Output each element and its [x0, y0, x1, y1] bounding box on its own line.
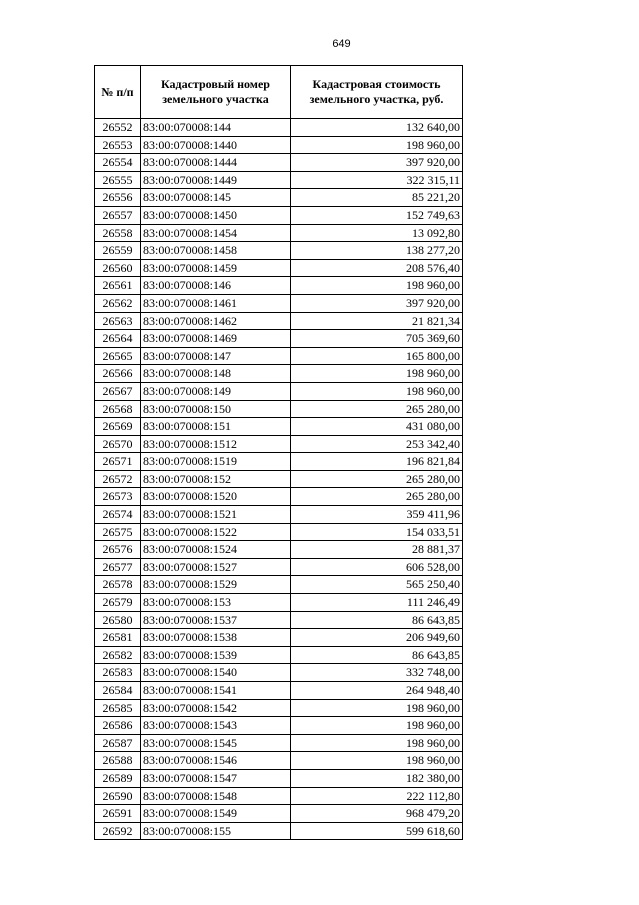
- row-number: 26592: [95, 822, 141, 840]
- cadastral-number: 83:00:070008:1542: [141, 699, 291, 717]
- cadastral-number: 83:00:070008:1541: [141, 682, 291, 700]
- row-number: 26583: [95, 664, 141, 682]
- row-number: 26572: [95, 470, 141, 488]
- table-row: [95, 541, 463, 559]
- table-row: [95, 277, 463, 295]
- cadastral-number: 83:00:070008:1543: [141, 717, 291, 735]
- table-row: [95, 664, 463, 682]
- table-row: [95, 787, 463, 805]
- row-number: 26577: [95, 558, 141, 576]
- cadastral-number: 83:00:070008:1529: [141, 576, 291, 594]
- table-row: [95, 259, 463, 277]
- cadastral-number: 83:00:070008:145: [141, 189, 291, 207]
- row-number: 26578: [95, 576, 141, 594]
- cadastral-cost: 206 949,60: [291, 629, 463, 647]
- table-row: [95, 119, 463, 137]
- cadastral-cost: 599 618,60: [291, 822, 463, 840]
- row-number: 26571: [95, 453, 141, 471]
- cadastral-cost: 154 033,51: [291, 523, 463, 541]
- row-number: 26591: [95, 805, 141, 823]
- cadastral-number: 83:00:070008:1545: [141, 734, 291, 752]
- cadastral-cost: 198 960,00: [291, 752, 463, 770]
- cadastral-number: 83:00:070008:1462: [141, 312, 291, 330]
- cadastral-cost: 198 960,00: [291, 699, 463, 717]
- cadastral-cost: 196 821,84: [291, 453, 463, 471]
- table-row: [95, 171, 463, 189]
- cadastral-cost: 322 315,11: [291, 171, 463, 189]
- row-number: 26556: [95, 189, 141, 207]
- row-number: 26558: [95, 224, 141, 242]
- cadastral-cost: 397 920,00: [291, 294, 463, 312]
- cadastral-cost: 198 960,00: [291, 365, 463, 383]
- row-number: 26590: [95, 787, 141, 805]
- cadastral-number: 83:00:070008:144: [141, 119, 291, 137]
- cadastral-cost: 222 112,80: [291, 787, 463, 805]
- row-number: 26575: [95, 523, 141, 541]
- row-number: 26553: [95, 136, 141, 154]
- row-number: 26581: [95, 629, 141, 647]
- row-number: 26580: [95, 611, 141, 629]
- cadastral-number: 83:00:070008:1522: [141, 523, 291, 541]
- cadastral-cost: 359 411,96: [291, 506, 463, 524]
- row-number: 26557: [95, 206, 141, 224]
- row-number: 26559: [95, 242, 141, 260]
- cadastral-number: 83:00:070008:1444: [141, 154, 291, 172]
- cadastral-cost: 265 280,00: [291, 470, 463, 488]
- table-row: [95, 646, 463, 664]
- cadastral-cost: 28 881,37: [291, 541, 463, 559]
- table-row: [95, 435, 463, 453]
- table-row: [95, 400, 463, 418]
- cadastral-number: 83:00:070008:155: [141, 822, 291, 840]
- cadastral-cost: 86 643,85: [291, 611, 463, 629]
- column-header-cadastral-number: Кадастровый номер земельного участка: [141, 66, 291, 119]
- row-number: 26582: [95, 646, 141, 664]
- cadastral-number: 83:00:070008:1450: [141, 206, 291, 224]
- cadastral-number: 83:00:070008:152: [141, 470, 291, 488]
- cadastral-number: 83:00:070008:1449: [141, 171, 291, 189]
- cadastral-cost: 86 643,85: [291, 646, 463, 664]
- cadastral-number: 83:00:070008:1537: [141, 611, 291, 629]
- row-number: 26576: [95, 541, 141, 559]
- table-body: [95, 119, 463, 840]
- cadastral-cost: 208 576,40: [291, 259, 463, 277]
- cadastral-number: 83:00:070008:147: [141, 347, 291, 365]
- row-number: 26570: [95, 435, 141, 453]
- row-number: 26554: [95, 154, 141, 172]
- table-row: [95, 576, 463, 594]
- cadastral-number: 83:00:070008:1524: [141, 541, 291, 559]
- table-row: [95, 418, 463, 436]
- cadastral-number: 83:00:070008:1520: [141, 488, 291, 506]
- row-number: 26574: [95, 506, 141, 524]
- row-number: 26566: [95, 365, 141, 383]
- cadastral-cost: 85 221,20: [291, 189, 463, 207]
- row-number: 26587: [95, 734, 141, 752]
- cadastral-number: 83:00:070008:1459: [141, 259, 291, 277]
- page-number: 649: [332, 38, 351, 50]
- cadastral-number: 83:00:070008:1546: [141, 752, 291, 770]
- row-number: 26568: [95, 400, 141, 418]
- table-row: [95, 154, 463, 172]
- table-row: [95, 330, 463, 348]
- cadastral-number: 83:00:070008:1540: [141, 664, 291, 682]
- row-number: 26588: [95, 752, 141, 770]
- cadastral-cost: 705 369,60: [291, 330, 463, 348]
- cadastral-cost: 265 280,00: [291, 488, 463, 506]
- table-row: [95, 189, 463, 207]
- table-row: [95, 488, 463, 506]
- table-row: [95, 312, 463, 330]
- cadastral-number: 83:00:070008:1539: [141, 646, 291, 664]
- cadastral-cost: 198 960,00: [291, 382, 463, 400]
- cadastral-cost: 138 277,20: [291, 242, 463, 260]
- row-number: 26586: [95, 717, 141, 735]
- table-row: [95, 365, 463, 383]
- cadastral-cost: 198 960,00: [291, 734, 463, 752]
- row-number: 26584: [95, 682, 141, 700]
- row-number: 26564: [95, 330, 141, 348]
- table-row: [95, 523, 463, 541]
- table-row: [95, 558, 463, 576]
- table-row: [95, 470, 463, 488]
- table-row: [95, 594, 463, 612]
- table-row: [95, 294, 463, 312]
- table-row: [95, 629, 463, 647]
- row-number: 26565: [95, 347, 141, 365]
- cadastral-cost: 198 960,00: [291, 277, 463, 295]
- cadastral-cost: 431 080,00: [291, 418, 463, 436]
- row-number: 26560: [95, 259, 141, 277]
- cadastral-cost: 968 479,20: [291, 805, 463, 823]
- table-row: [95, 206, 463, 224]
- cadastral-number: 83:00:070008:153: [141, 594, 291, 612]
- row-number: 26555: [95, 171, 141, 189]
- cadastral-number: 83:00:070008:1549: [141, 805, 291, 823]
- table-row: [95, 506, 463, 524]
- row-number: 26563: [95, 312, 141, 330]
- cadastral-number: 83:00:070008:1538: [141, 629, 291, 647]
- row-number: 26585: [95, 699, 141, 717]
- cadastral-number: 83:00:070008:1469: [141, 330, 291, 348]
- table-row: [95, 136, 463, 154]
- cadastral-cost: 132 640,00: [291, 119, 463, 137]
- cadastral-number: 83:00:070008:1440: [141, 136, 291, 154]
- row-number: 26573: [95, 488, 141, 506]
- cadastral-cost: 182 380,00: [291, 769, 463, 787]
- table-row: [95, 822, 463, 840]
- cadastral-cost: 152 749,63: [291, 206, 463, 224]
- cadastral-cost: 165 800,00: [291, 347, 463, 365]
- cadastral-cost: 13 092,80: [291, 224, 463, 242]
- cadastral-cost: 264 948,40: [291, 682, 463, 700]
- cadastral-number: 83:00:070008:146: [141, 277, 291, 295]
- cadastral-cost: 198 960,00: [291, 136, 463, 154]
- cadastral-number: 83:00:070008:150: [141, 400, 291, 418]
- cadastral-cost: 332 748,00: [291, 664, 463, 682]
- row-number: 26562: [95, 294, 141, 312]
- table-row: [95, 769, 463, 787]
- table-row: [95, 382, 463, 400]
- table-row: [95, 682, 463, 700]
- table-row: [95, 752, 463, 770]
- cadastral-number: 83:00:070008:1519: [141, 453, 291, 471]
- cadastral-cost: 253 342,40: [291, 435, 463, 453]
- cadastral-number: 83:00:070008:151: [141, 418, 291, 436]
- table-row: [95, 734, 463, 752]
- cadastral-cost: 565 250,40: [291, 576, 463, 594]
- row-number: 26567: [95, 382, 141, 400]
- cadastral-number: 83:00:070008:1527: [141, 558, 291, 576]
- table-row: [95, 611, 463, 629]
- cadastral-number: 83:00:070008:1461: [141, 294, 291, 312]
- cadastral-cost: 21 821,34: [291, 312, 463, 330]
- cadastral-number: 83:00:070008:1454: [141, 224, 291, 242]
- cadastral-number: 83:00:070008:1512: [141, 435, 291, 453]
- row-number: 26552: [95, 119, 141, 137]
- row-number: 26589: [95, 769, 141, 787]
- cadastral-value-table: [94, 65, 463, 840]
- cadastral-cost: 606 528,00: [291, 558, 463, 576]
- row-number: 26579: [95, 594, 141, 612]
- table-header: [95, 66, 463, 119]
- table-header-row: [95, 66, 463, 119]
- row-number: 26569: [95, 418, 141, 436]
- cadastral-number: 83:00:070008:1458: [141, 242, 291, 260]
- table-row: [95, 347, 463, 365]
- cadastral-number: 83:00:070008:1547: [141, 769, 291, 787]
- table-row: [95, 224, 463, 242]
- table-row: [95, 242, 463, 260]
- cadastral-number: 83:00:070008:149: [141, 382, 291, 400]
- table-row: [95, 805, 463, 823]
- column-header-num: № п/п: [95, 66, 141, 119]
- cadastral-number: 83:00:070008:1521: [141, 506, 291, 524]
- cadastral-cost: 397 920,00: [291, 154, 463, 172]
- cadastral-cost: 198 960,00: [291, 717, 463, 735]
- cadastral-cost: 111 246,49: [291, 594, 463, 612]
- table-row: [95, 717, 463, 735]
- column-header-cadastral-cost: Кадастровая стоимость земельного участка, руб.: [291, 66, 463, 119]
- row-number: 26561: [95, 277, 141, 295]
- cadastral-number: 83:00:070008:148: [141, 365, 291, 383]
- cadastral-number: 83:00:070008:1548: [141, 787, 291, 805]
- table-row: [95, 453, 463, 471]
- cadastral-cost: 265 280,00: [291, 400, 463, 418]
- table-row: [95, 699, 463, 717]
